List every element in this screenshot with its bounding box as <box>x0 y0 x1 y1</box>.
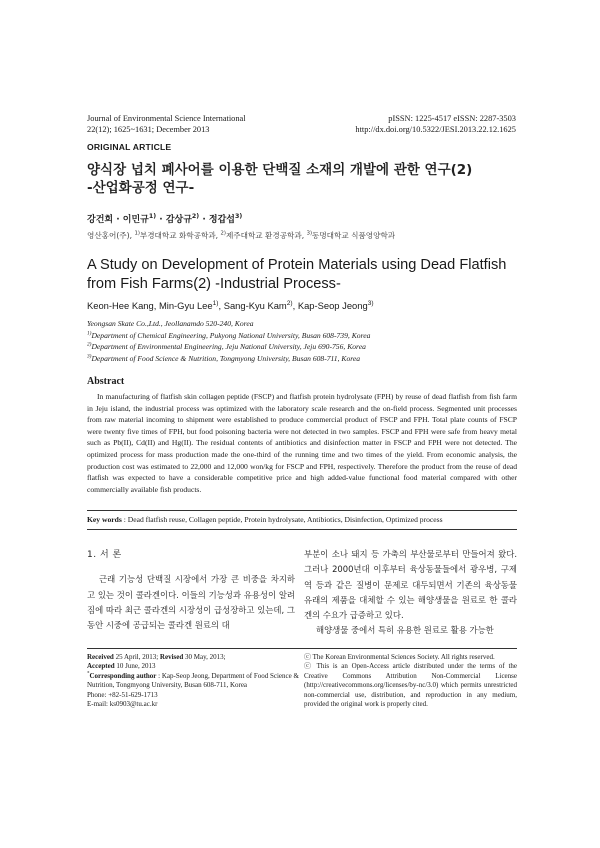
corresponding-text: : Kap-Seop Jeong, Department of Food Science & Nutrition, Tongmyong University, Busan 608-711, Korea <box>87 671 299 690</box>
body-right-column <box>304 547 517 639</box>
license-text: ⓒ This is an Open-Access article distributed under the terms of the Creative Commons Attribution Non-Commercial License (http://creativecommons.org/licenses/by-nc/3.0) which permits unrestricted non-commercial use, distribution, and reproduction in any medium, provided the original work is properly cited. <box>304 662 517 709</box>
affiliation-text: Department of Food Science & Nutrition, Tongmyong University, Busan 608-711, Korea <box>91 354 361 364</box>
corresponding-author: *Corresponding author : Kap-Seop Jeong, Department of Food Science & Nutrition, Tongmyong University, Busan 608-711, Korea <box>87 671 299 690</box>
affil-sup: 2) <box>87 341 92 348</box>
abstract-heading: Abstract <box>87 376 125 387</box>
received-date: 25 April, 2013; <box>113 653 160 661</box>
korean-author: 감상규 <box>165 215 192 225</box>
journal-issn: pISSN: 1225-4517 eISSN: 2287-3503 <box>388 114 516 123</box>
korean-title-line2: -산업화공정 연구- <box>87 180 195 196</box>
accepted-date: 10 June, 2013 <box>114 662 156 671</box>
journal-name: Journal of Environmental Science International <box>87 114 246 123</box>
abstract-text: In manufacturing of flatfish skin collagen peptide (FSCP) and flatfish protein hydrolysate (FPH) by reuse of dead flatfish from fish farm in Jeju island, the industrial process was optimized with the laboratory scale research and the on-field process. Segmented unit processes from raw material incoming to shipment were established to produce commercial product of FSCP and FPH. Total plate counts of FSCP were twenty five times of FPH, but food poisoning bacteria were not detected in two samples. FSCP and FPH were safe from heavy metal such as Pb(II), Cd(II) and Hg(II). The residual contents of antibiotics and disinfection matter in FSCP and FPH were not detected. The optimized process for mass production made the one-third of the running time and two times of the yield. From economic analysis, the production cost was estimated to 22,000 and 12,000 won/kg for FSCP and FPH, respectively. Therefore the product from the reuse of dead flatfish was expected to have a considerable competitive price and high added-value functional food material compared with other commercially available fish products. <box>87 392 517 494</box>
affiliation-line <box>87 353 527 365</box>
author-sup: 2) <box>191 213 200 220</box>
affil-sup: 1) <box>134 230 140 237</box>
affil-sup: 2) <box>220 230 226 237</box>
corresponding-label: Corresponding author <box>89 671 157 680</box>
revised-label: Revised <box>159 653 184 661</box>
author-sup: 3) <box>367 299 374 307</box>
korean-affiliation: 동명대학교 식품영양학과 <box>312 231 396 240</box>
received-label: Received <box>87 653 114 661</box>
korean-affiliation: 영산홍어(주), <box>87 231 135 240</box>
journal-identifiers <box>296 113 516 135</box>
copyright-notice <box>304 653 517 709</box>
affil-sup: 3) <box>87 353 92 360</box>
korean-authors <box>87 212 242 225</box>
korean-title-line1: 양식장 넙치 폐사어를 이용한 단백질 소재의 개발에 관한 연구(2) <box>87 162 473 178</box>
affiliation-text: Department of Environmental Engineering, Jeju National University, Jeju 690-756, Korea <box>91 342 366 352</box>
journal-doi-link[interactable]: http://dx.doi.org/10.5322/JESI.2013.22.12.1625 <box>355 125 516 134</box>
english-title: A Study on Development of Protein Materials using Dead Flatfish from Fish Farms(2) -Industrial Process- <box>87 257 507 292</box>
affil-sup: 1) <box>87 330 92 337</box>
author-separator: · <box>113 215 123 225</box>
body-left-column <box>87 548 295 633</box>
english-author: Kap-Seop Jeong <box>297 300 368 311</box>
korean-affiliation: 부경대학교 화학공학과, <box>139 231 221 240</box>
english-author: Min-Gyu Lee <box>158 300 213 311</box>
keywords-label: Key words <box>87 515 122 524</box>
body-paragraph: 해양생물 중에서 특히 유용한 원료로 활용 가능한 <box>316 625 494 636</box>
body-paragraph: 부분이 소나 돼지 등 가축의 부산물로부터 만들어져 왔다. 그러나 2000년대 이후부터 육상동물들에서 광우병, 구제역 등과 같은 질병이 문제로 대두되면서 기존의 육상동물 유래의 제품을 대체할 수 있는 해양생물을 원료로 한 콜라겐의 수요가 급증하고 있다. <box>304 549 517 621</box>
author-sup: 1) <box>212 299 219 307</box>
accepted-line <box>87 662 302 671</box>
affiliation-line <box>87 330 527 342</box>
affiliation-text: Department of Chemical Engineering, Pukyong National University, Busan 608-739, Korea <box>91 330 371 340</box>
affil-sup: 3) <box>306 230 313 237</box>
journal-citation: 22(12); 1625~1631; December 2013 <box>87 125 210 134</box>
copyright: ⓒ The Korean Environmental Sciences Society. All rights reserved. <box>304 653 495 661</box>
author-separator: · <box>156 215 166 225</box>
affiliation-text: Yeongsan Skate Co.,Ltd., Jeollanamdo 520-240, Korea <box>87 319 254 328</box>
korean-author: 정갑섭 <box>208 215 235 225</box>
email-link[interactable]: E-mail: ks0903@tu.ac.kr <box>87 700 158 709</box>
korean-title <box>87 161 527 197</box>
phone: Phone: +82-51-629-1713 <box>87 690 158 699</box>
english-author: Sang-Kyu Kam <box>223 300 287 311</box>
english-authors: Keon-Hee Kang, Min-Gyu Lee$^{1)}$, Sang-Kyu Kam$^{2)}$, Kap-Seop Jeong$^{3)}$ <box>87 299 374 311</box>
footer-divider <box>87 648 517 649</box>
korean-affiliations <box>87 230 527 241</box>
keywords-text: : Dead flatfish reuse, Collagen peptide, Protein hydrolysate, Antibiotics, Disinfection, Optimized process <box>121 515 443 524</box>
english-author: Keon-Hee Kang <box>87 300 154 311</box>
author-sup: 2) <box>286 299 293 307</box>
article-history <box>87 653 302 709</box>
section-title: 1. 서 론 <box>87 550 122 560</box>
keywords-top-divider <box>87 510 517 511</box>
affiliation-line <box>87 341 527 353</box>
body-paragraph: 근래 기능성 단백질 시장에서 가장 큰 비중을 차지하고 있는 것이 콜라겐이다. 이들의 기능성과 유용성이 알려짐에 따라 최근 콜라겐의 시장성이 급성장하고 있는데, 그 동안 시중에 공급되는 콜라겐 원료의 대 <box>87 574 295 631</box>
keywords-bottom-divider <box>87 529 517 530</box>
korean-author: 이민규 <box>122 215 149 225</box>
korean-author: 강건희 <box>87 215 114 225</box>
author-sup: 1) <box>148 213 157 220</box>
article-type: ORIGINAL ARTICLE <box>87 142 172 152</box>
author-sup: 3) <box>234 213 243 220</box>
english-affiliations <box>87 318 527 365</box>
revised-date: 30 May, 2013; <box>183 653 226 661</box>
affiliation-line <box>87 318 527 330</box>
korean-affiliation: 제주대학교 환경공학과, <box>225 231 307 240</box>
accepted-label: Accepted <box>87 662 115 671</box>
keywords <box>87 515 517 524</box>
author-separator: · <box>199 215 209 225</box>
received-revised-line <box>87 653 302 662</box>
